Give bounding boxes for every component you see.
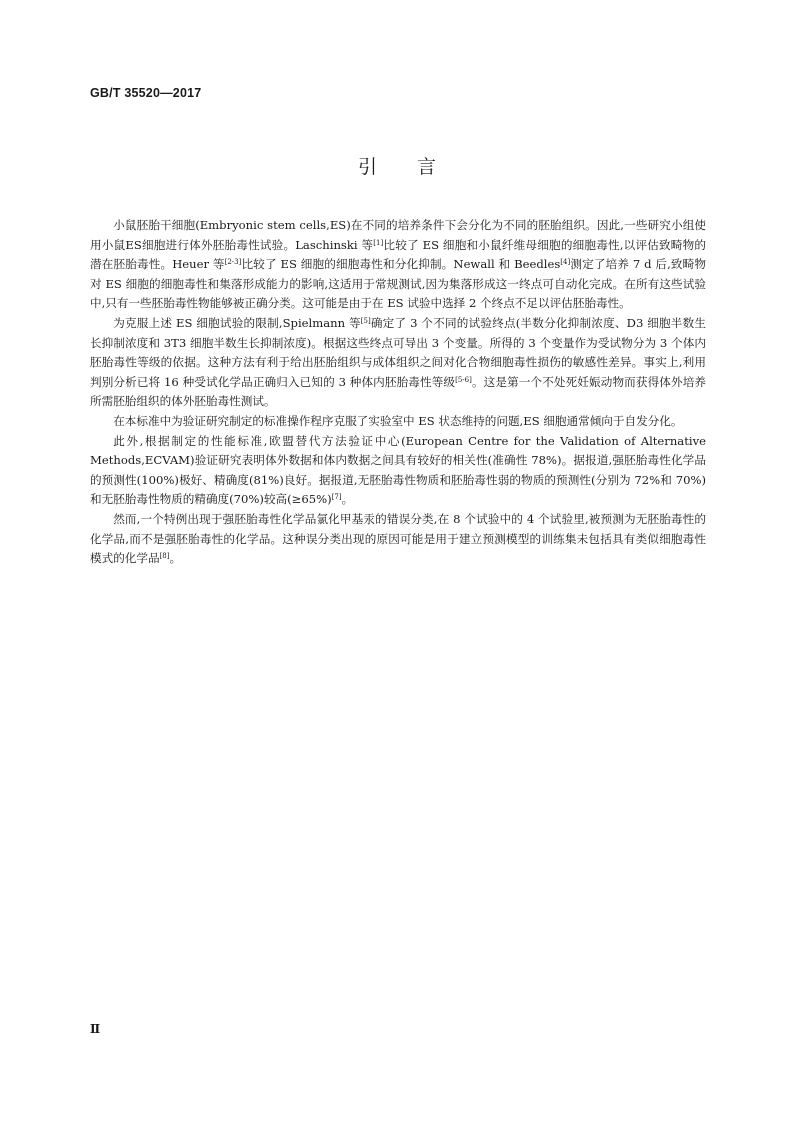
text-run: 。 xyxy=(169,551,182,566)
text-run: 小鼠胚胎干细胞(Embryonic stem cells,ES)在不同的培养条件下会分化为不同的胚胎组织。因此,一些研究小组使用小鼠ES细胞进行体外胚胎毒性试验。Laschinski 等 xyxy=(90,218,706,252)
text-run: 比较了 ES 细胞的细胞毒性和分化抑制。Newall 和 Beedles xyxy=(241,257,561,272)
body-text xyxy=(90,216,706,569)
text-run: 。 xyxy=(341,492,354,507)
citation-ref: [4] xyxy=(560,258,571,267)
paragraph-4 xyxy=(90,432,706,510)
page-title xyxy=(0,152,794,179)
standard-code: GB/T 35520—2017 xyxy=(90,86,202,100)
page-number: Ⅱ xyxy=(90,1022,101,1036)
paragraph-3 xyxy=(90,412,706,432)
citation-ref: [5-6] xyxy=(455,375,472,384)
citation-ref: [7] xyxy=(331,493,342,502)
text-run: 测定了培养 7 d 后,致畸物对 ES 细胞的细胞毒性和集落形成能力的影响,这适用于常规测试,因为集落形成这一终点可自动化完成。在所有这些试验中,只有一些胚胎毒性物能够被正确分类。这可能是由于在 ES 试验中选择 2 个终点不足以评估胚胎毒性。 xyxy=(90,257,707,311)
text-run: 确定了 3 个不同的试验终点(半数分化抑制浓度、D3 细胞半数生长抑制浓度和 3T3 细胞半数生长抑制浓度)。根据这些终点可导出 3 个变量。所得的 3 个变量作为受试物分为 3 个体内胚胎毒性等级的依据。这种方法有利于给出胚胎组织与成体组织之间对化合物细胞毒性损伤的敏感性差异。事实上,利用判别分析已将 16 种受试化学品正确归入已知的 3 种体内胚胎毒性等级 xyxy=(90,315,706,389)
text-run: 为克服上述 ES 细胞试验的限制,Spielmann 等 xyxy=(113,315,361,330)
citation-ref: [8] xyxy=(159,552,170,561)
text-run: 比较了 ES 细胞和小鼠纤维母细胞的细胞毒性,以评估致畸物的潜在胚胎毒性。Heuer 等 xyxy=(90,237,706,272)
citation-ref: [2-3] xyxy=(224,258,242,267)
text-run: 此外,根据制定的性能标准,欧盟替代方法验证中心(European Centre for the Validation of Alternative Methods,ECVAM)验证研究表明体外数据和体内数据之间具有较好的相关性(准确性 78%)。据报道,强胚胎毒性化学品的预测性(100%)极好、精确度(81%)良好。据报道,无胚胎毒性物质和胚胎毒性弱的物质的预测性(分别为 72%和 70%)和无胚胎毒性物质的精确度(70%)较高(≥65%) xyxy=(90,433,706,507)
title-char-1: 引 xyxy=(357,156,377,178)
title-char-2: 言 xyxy=(417,156,437,178)
citation-ref: [5] xyxy=(360,316,371,325)
citation-ref: [1] xyxy=(373,238,384,247)
paragraph-2 xyxy=(90,314,706,412)
text-run: 然而,一个特例出现于强胚胎毒性化学品氯化甲基汞的错误分类,在 8 个试验中的 4 个试验里,被预测为无胚胎毒性的化学品,而不是强胚胎毒性的化学品。这种误分类出现的原因可能是用于建立预测模型的训练集未包括具有类似细胞毒性模式的化学品 xyxy=(90,511,706,566)
text-run: 。这是第一个不处死妊娠动物而获得体外培养所需胚胎组织的体外胚胎毒性测试。 xyxy=(90,374,706,409)
paragraph-1 xyxy=(90,216,706,314)
paragraph-5 xyxy=(90,510,706,569)
text-run: 在本标准中为验证研究制定的标准操作程序克服了实验室中 ES 状态维持的问题,ES 细胞通常倾向于自发分化。 xyxy=(113,413,683,428)
